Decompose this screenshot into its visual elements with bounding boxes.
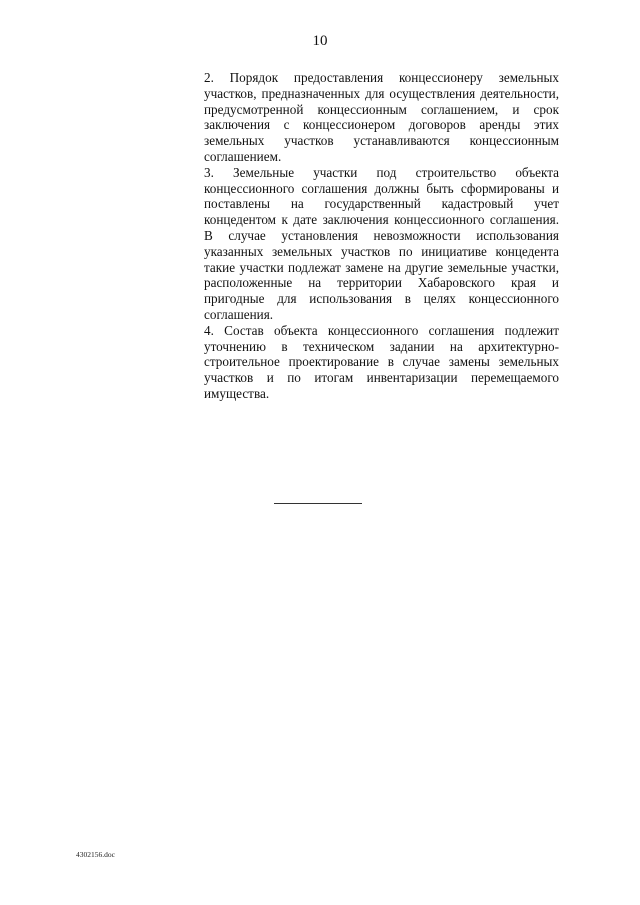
paragraph-4: 4. Состав объекта концессионного соглашения подлежит уточнению в техническом задании на архитектурно-строительное проектирование в случае замены земельных участков и по итогам инвентаризации перемещаемого имущества. <box>204 322 559 401</box>
paragraph-3: 3. Земельные участки под строительство объекта концессионного соглашения должны быть сформированы и поставлены на государственный кадастровый учет концедентом к дате заключения концессионного соглашения. В случае установления невозможности использования указанных земельных участков по инициативе концедента такие участки подлежат замене на другие земельные участки, расположенные на территории Хабаровского края и пригодные для использования в целях концессионного соглашения. <box>204 164 559 322</box>
paragraph-2: 2. Порядок предоставления концессионеру земельных участков, предназначенных для осуществления деятельности, предусмотренной концессионным соглашением, и срок заключения с концессионером договоров аренды этих земельных участков устанавливаются концессионным соглашением. <box>204 70 559 164</box>
page-number: 10 <box>312 33 328 49</box>
document-body <box>204 70 559 402</box>
footer-filename: 4302156.doc <box>76 850 115 859</box>
end-divider <box>274 503 362 504</box>
